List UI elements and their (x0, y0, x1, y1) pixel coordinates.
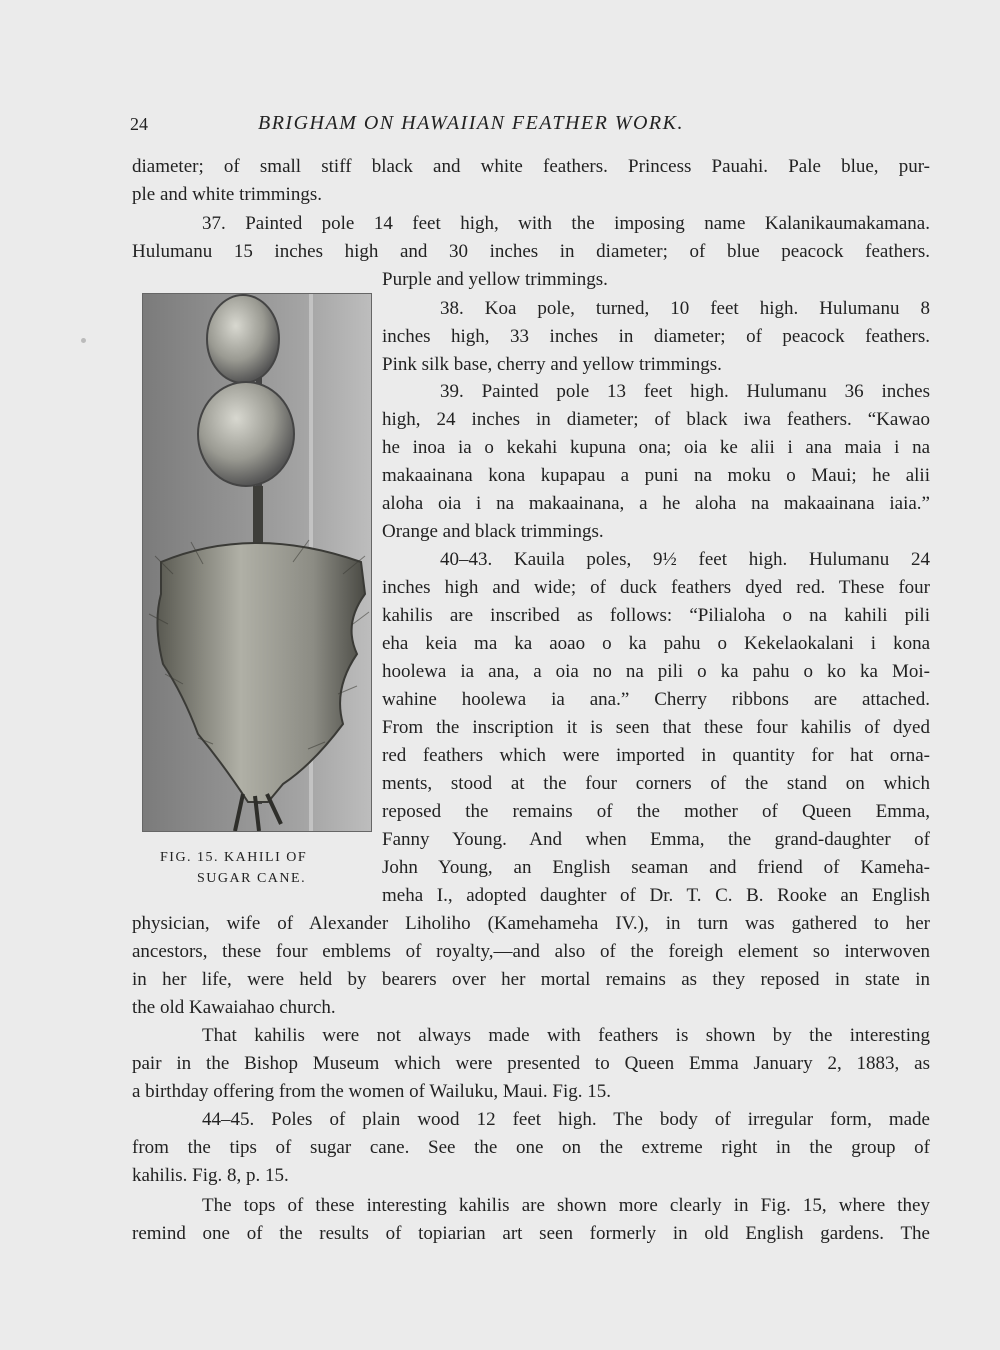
text-line: wahine hoolewa ia ana.” Cherry ribbons are attached. (382, 689, 930, 710)
text-line: Orange and black trimmings. (382, 521, 604, 542)
text-line: kahilis. Fig. 8, p. 15. (132, 1165, 289, 1186)
text-line: the old Kawaiahao church. (132, 997, 336, 1018)
text-line: John Young, an English seaman and friend of Kameha- (382, 857, 930, 878)
text-line: aloha oia i na makaainana, a he aloha na makaainana iaia.” (382, 493, 930, 514)
text-line: 40–43. Kauila poles, 9½ feet high. Hulumanu 24 (440, 549, 930, 570)
text-line: 39. Painted pole 13 feet high. Hulumanu 36 inches (440, 381, 930, 402)
text-line: kahilis are inscribed as follows: “Pilialoha o na kahili pili (382, 605, 930, 626)
text-line: reposed the remains of the mother of Queen Emma, (382, 801, 930, 822)
text-line: remind one of the results of topiarian art seen formerly in old English gardens. The (132, 1223, 930, 1244)
kahili-photograph (142, 293, 372, 832)
text-line: Pink silk base, cherry and yellow trimmings. (382, 354, 722, 375)
text-line: makaainana kona kupapau a puni na moku o Maui; he alii (382, 465, 930, 486)
text-line: ple and white trimmings. (132, 184, 322, 205)
text-line: eha keia ma ka aoao o ka pahu o Kekelaokalani i kona (382, 633, 930, 654)
text-line: ancestors, these four emblems of royalty,—and also of the foreigh element so interwoven (132, 941, 930, 962)
page-number: 24 (130, 114, 148, 134)
text-line: red feathers which were imported in quantity for hat orna- (382, 745, 930, 766)
text-line: Purple and yellow trimmings. (382, 269, 608, 290)
text-line: The tops of these interesting kahilis are shown more clearly in Fig. 15, where they (202, 1195, 930, 1216)
text-line: Hulumanu 15 inches high and 30 inches in diameter; of blue peacock feathers. (132, 241, 930, 262)
text-line: That kahilis were not always made with feathers is shown by the interesting (202, 1025, 930, 1046)
text-line: in her life, were held by bearers over her mortal remains as they reposed in state in (132, 969, 930, 990)
page-speck (81, 338, 86, 343)
text-line: 44–45. Poles of plain wood 12 feet high. The body of irregular form, made (202, 1109, 930, 1130)
text-line: ments, stood at the four corners of the stand on which (382, 773, 930, 794)
text-line: from the tips of sugar cane. See the one on the extreme right in the group of (132, 1137, 930, 1158)
text-line: high, 24 inches in diameter; of black iwa feathers. “Kawao (382, 409, 930, 430)
figure-caption-line1: FIG. 15. KAHILI OF (160, 850, 308, 865)
text-line: 37. Painted pole 14 feet high, with the imposing name Kalanikaumakamana. (202, 213, 930, 234)
text-line: a birthday offering from the women of Wailuku, Maui. Fig. 15. (132, 1081, 612, 1102)
running-title: BRIGHAM ON HAWAIIAN FEATHER WORK. (258, 112, 684, 134)
text-line: pair in the Bishop Museum which were presented to Queen Emma January 2, 1883, as (132, 1053, 930, 1074)
text-line: diameter; of small stiff black and white feathers. Princess Pauahi. Pale blue, pur- (132, 156, 930, 177)
kahili-illustration (143, 294, 371, 831)
figure-caption-line2: SUGAR CANE. (197, 871, 307, 886)
text-line: From the inscription it is seen that these four kahilis of dyed (382, 717, 930, 738)
text-line: inches high and wide; of duck feathers dyed red. These four (382, 577, 930, 598)
text-line: he inoa ia o kekahi kupuna ona; oia ke alii i ana maia i na (382, 437, 930, 458)
text-line: hoolewa ia ana, a oia no na pili o ka pahu o ko ka Moi- (382, 661, 930, 682)
text-line: meha I., adopted daughter of Dr. T. C. B. Rooke an English (382, 885, 930, 906)
text-line: physician, wife of Alexander Liholiho (Kamehameha IV.), in turn was gathered to her (132, 913, 930, 934)
text-line: 38. Koa pole, turned, 10 feet high. Hulumanu 8 (440, 298, 930, 319)
text-line: inches high, 33 inches in diameter; of peacock feathers. (382, 326, 930, 347)
text-line: Fanny Young. And when Emma, the grand-daughter of (382, 829, 930, 850)
